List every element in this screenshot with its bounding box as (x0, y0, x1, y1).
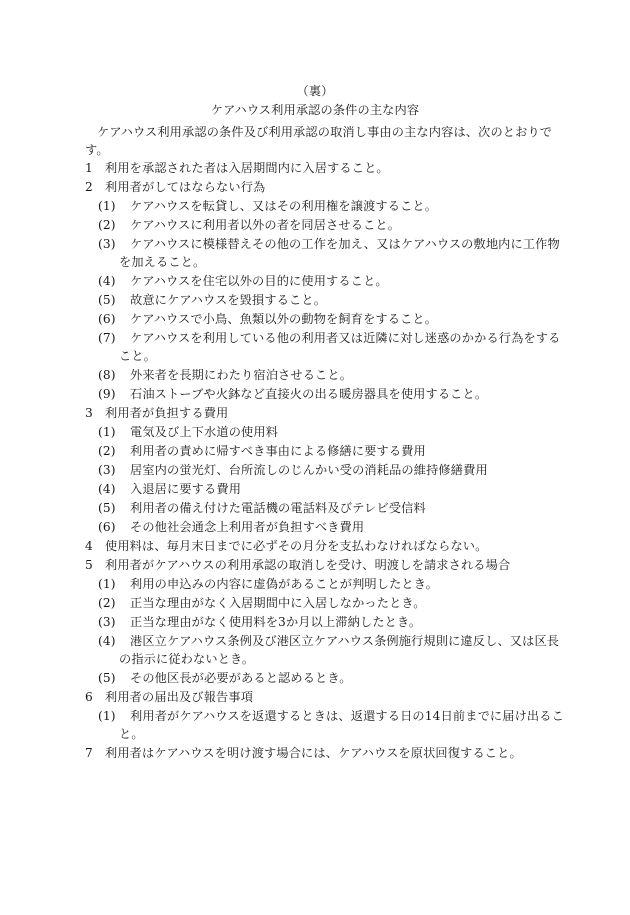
item-text: 石油ストーブや火鉢など直接火の出る暖房器具を使用すること。 (130, 387, 488, 401)
item-text: 正当な理由がなく入居期間中に入居しなかったとき。 (130, 596, 426, 610)
item-number: (8) (98, 368, 116, 382)
section-number: 1 (85, 161, 93, 175)
item-number: (1) (98, 709, 116, 723)
item-number: (5) (98, 293, 116, 307)
item-number: (2) (98, 596, 116, 610)
item-number: (3) (98, 237, 116, 251)
item-text: ケアハウスを転貸し、又はその利用権を譲渡すること。 (130, 199, 438, 213)
item-number: (9) (98, 387, 116, 401)
item-number: (4) (98, 634, 116, 648)
section-number: 6 (85, 690, 93, 704)
item-text: 電気及び上下水道の使用料 (130, 425, 279, 439)
item-number: (6) (98, 520, 116, 534)
item-text: その他区長が必要があると認めるとき。 (130, 671, 352, 685)
item-number: (2) (98, 218, 116, 232)
section-number: 5 (85, 558, 93, 572)
item-text: 入退居に要する費用 (130, 482, 242, 496)
item-text: 利用者の責めに帰すべき事由による修繕に要する費用 (130, 444, 426, 458)
item-number: (4) (98, 274, 116, 288)
side-label: （裏） (296, 84, 334, 98)
section-heading: 利用者が負担する費用 (105, 406, 229, 420)
section-number: 4 (85, 539, 93, 553)
item-number: (5) (98, 501, 116, 515)
intro-line: す。 (85, 143, 109, 157)
item-text-continued: こと。 (119, 349, 157, 363)
section-number: 3 (85, 406, 93, 420)
section-number: 7 (85, 746, 93, 760)
item-text: 港区立ケアハウス条例及び港区立ケアハウス条例施行規則に違反し、又は区長 (130, 634, 560, 648)
section-number: 2 (85, 180, 93, 194)
item-number: (3) (98, 615, 116, 629)
intro-line: ケアハウス利用承認の条件及び利用承認の取消し事由の主な内容は、次のとおりで (97, 125, 553, 139)
section-heading: 利用を承認された者は入居期間内に入居すること。 (105, 161, 389, 175)
item-text: 利用の申込みの内容に虚偽があることが判明したとき。 (130, 577, 438, 591)
item-text-continued: と。 (119, 727, 144, 741)
item-number: (2) (98, 444, 116, 458)
item-number: (6) (98, 312, 116, 326)
item-text-continued: の指示に従わないとき。 (119, 652, 255, 666)
item-number: (1) (98, 577, 116, 591)
section-heading: 利用者の届出及び報告事項 (105, 690, 254, 704)
item-number: (5) (98, 671, 116, 685)
item-text-continued: を加えること。 (119, 255, 206, 269)
item-text: その他社会通念上利用者が負担すべき費用 (130, 520, 365, 534)
item-number: (3) (98, 463, 116, 477)
item-text: ケアハウスに模様替えその他の工作を加え、又はケアハウスの敷地内に工作物 (130, 237, 560, 251)
item-text: 居室内の蛍光灯、台所流しのじんかい受の消耗品の維持修繕費用 (130, 463, 488, 477)
item-number: (1) (98, 199, 116, 213)
item-text: ケアハウスで小鳥、魚類以外の動物を飼育をすること。 (130, 312, 438, 326)
document-title: ケアハウス利用承認の条件の主な内容 (210, 103, 420, 117)
section-heading: 利用者がしてはならない行為 (105, 180, 266, 194)
item-text: 利用者がケアハウスを返還するときは、返還する日の14日前までに届け出るこ (130, 709, 564, 723)
item-text: 利用者の備え付けた電話機の電話料及びテレビ受信料 (130, 501, 426, 515)
item-number: (7) (98, 331, 116, 345)
item-number: (1) (98, 425, 116, 439)
item-text: 外来者を長期にわたり宿泊させること。 (130, 368, 353, 382)
section-heading: 利用者はケアハウスを明け渡す場合には、ケアハウスを原状回復すること。 (105, 746, 522, 760)
section-heading: 利用者がケアハウスの利用承認の取消しを受け、明渡しを請求される場合 (105, 558, 511, 572)
item-text: 正当な理由がなく使用料を3か月以上滞納したとき。 (130, 615, 422, 629)
section-heading: 使用料は、毎月末日までに必ずその月分を支払わなければならない。 (105, 539, 488, 553)
item-number: (4) (98, 482, 116, 496)
item-text: ケアハウスを利用している他の利用者又は近隣に対し迷惑のかかる行為をする (130, 331, 561, 345)
item-text: 故意にケアハウスを毀損すること。 (130, 293, 327, 307)
item-text: ケアハウスに利用者以外の者を同居させること。 (130, 218, 401, 232)
item-text: ケアハウスを住宅以外の目的に使用すること。 (130, 274, 388, 288)
